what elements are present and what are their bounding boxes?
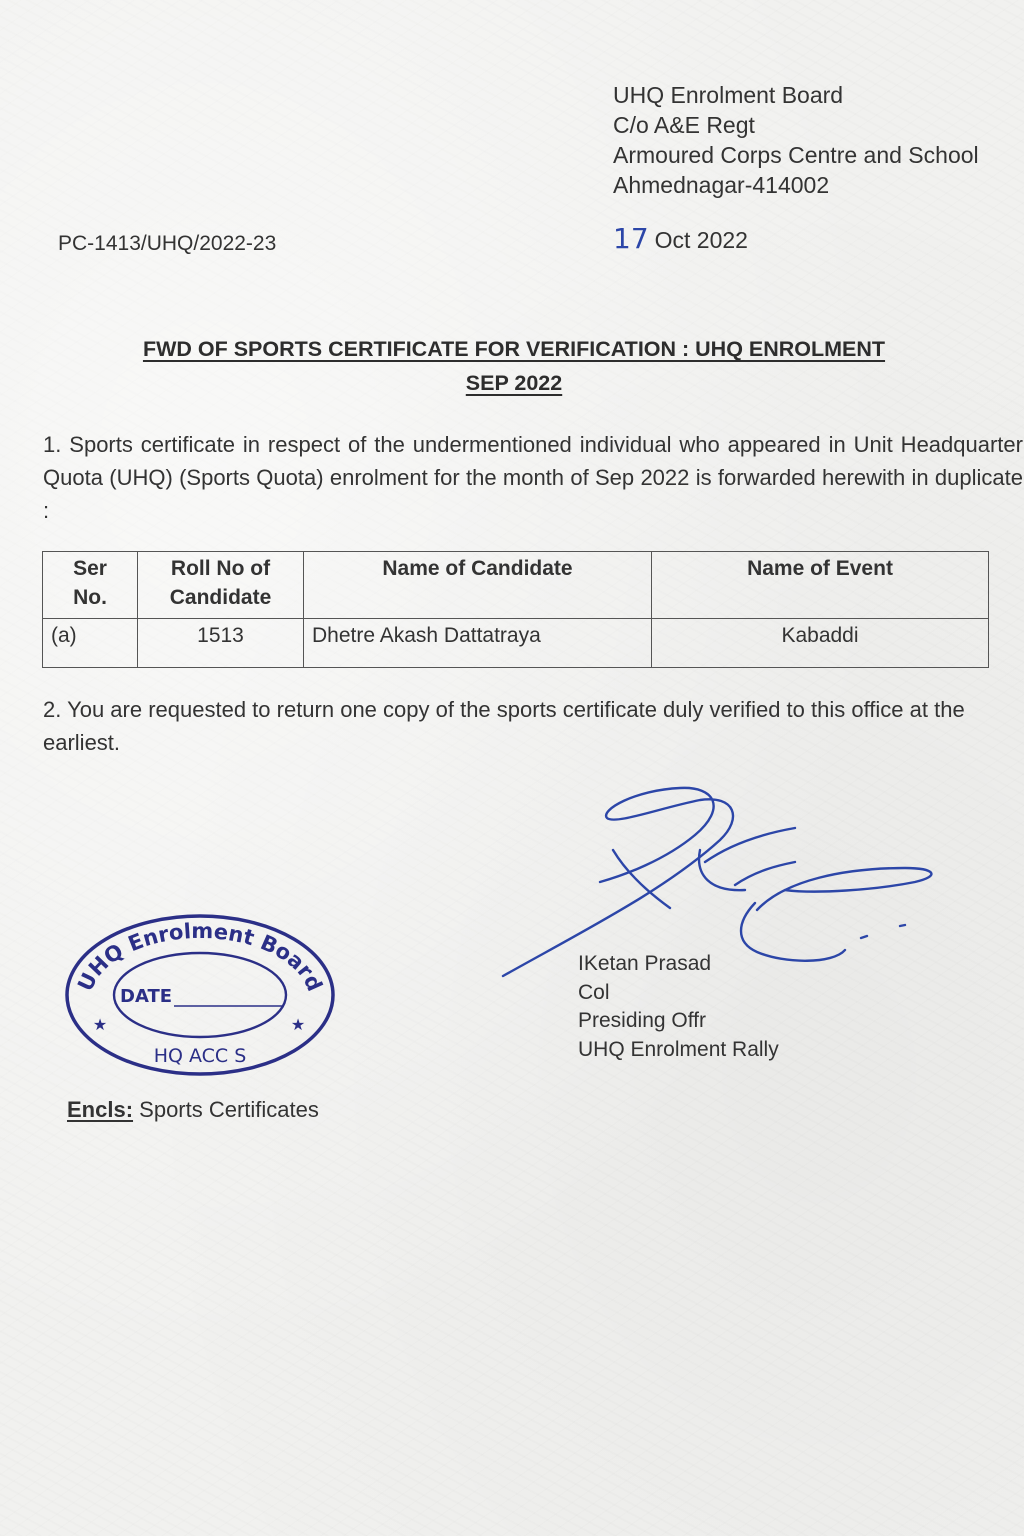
header-roll-line-1: Roll No of (170, 557, 271, 580)
candidate-table (42, 551, 989, 668)
sender-address (613, 80, 979, 200)
signatory-block (578, 950, 779, 1064)
table-header-row (43, 552, 989, 619)
sender-line-4: Ahmednagar-414002 (613, 172, 830, 198)
header-roll-line-2: Candidate (169, 586, 272, 609)
signatory-name: IKetan Prasad (578, 952, 712, 975)
signatory-office: UHQ Enrolment Rally (578, 1037, 779, 1061)
enclosures (67, 1097, 319, 1123)
official-stamp (62, 912, 338, 1078)
cell-ser: (a) (43, 619, 138, 668)
table-row (43, 619, 989, 668)
stamp-date-label: DATE (120, 986, 173, 1007)
cell-event: Kabaddi (652, 619, 989, 668)
paragraph-1: 1. Sports certificate in respect of the undermentioned individual who appeared in Unit Headquarter Quota (UHQ) (Sports Quota) enrolment for the month of Sep 2022 is forwarded herewith in duplicate : (43, 432, 1023, 523)
handwritten-day: 17 (613, 222, 649, 255)
letter-date (613, 222, 748, 255)
stamp-top-text: UHQ Enrolment Board (73, 918, 327, 995)
stamp-bottom-text: HQ ACC S (153, 1045, 247, 1067)
enclosures-label: Encls: (67, 1097, 134, 1122)
paragraph-2: 2. You are requested to return one copy of the sports certificate duly verified to this office at the earliest. (43, 697, 965, 755)
cell-roll: 1513 (138, 619, 304, 668)
sender-line-1: UHQ Enrolment Board (613, 82, 844, 108)
header-ser-line-1: Ser (73, 557, 107, 580)
reference-number: PC-1413/UHQ/2022-23 (58, 232, 277, 255)
signatory-rank: Col (578, 980, 610, 1004)
stamp-star-right-icon: ★ (290, 1015, 306, 1034)
subject-line-1: FWD OF SPORTS CERTIFICATE FOR VERIFICATION : UHQ ENROLMENT (142, 337, 886, 361)
signatory-appointment: Presiding Offr (578, 1009, 706, 1032)
header-roll-no (138, 552, 304, 619)
subject-line-2: SEP 2022 (465, 371, 563, 395)
sender-line-3: Armoured Corps Centre and School (613, 142, 979, 168)
cell-name: Dhetre Akash Dattatraya (304, 619, 652, 668)
header-candidate-name: Name of Candidate (304, 552, 652, 619)
header-ser-no (43, 552, 138, 619)
header-ser-line-2: No. (73, 586, 107, 609)
subject-heading (60, 332, 968, 400)
stamp-star-left-icon: ★ (92, 1015, 108, 1034)
sender-line-2: C/o A&E Regt (613, 112, 755, 138)
enclosures-text: Sports Certificates (139, 1097, 319, 1122)
date-month-year: Oct 2022 (654, 227, 748, 253)
header-event-name: Name of Event (652, 552, 989, 619)
